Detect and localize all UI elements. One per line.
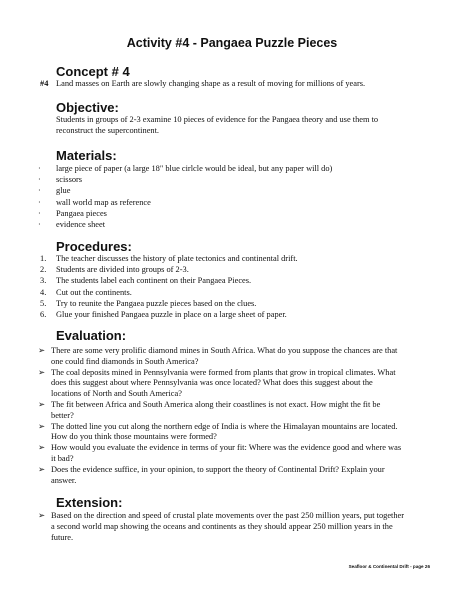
- extension-arrow: ➢: [38, 511, 46, 520]
- arrow-bullet-icon: ➢: [38, 400, 46, 409]
- page-footer: Seafloor & Continental Drift - page 26: [348, 564, 430, 569]
- concept-text: Land masses on Earth are slowly changing shape as a result of moving for millions of years.: [56, 79, 366, 88]
- procedure-item: The students label each continent on their Pangaea Pieces.: [56, 276, 252, 286]
- bullet-icon: ·: [38, 175, 41, 185]
- procedure-number: 6.: [40, 310, 47, 319]
- evaluation-question-line: Does the evidence suffice, in your opinion, to support the theory of Continental Drift? Explain your: [51, 464, 385, 474]
- procedure-item: Glue your finished Pangaea puzzle in place on a large sheet of paper.: [56, 310, 287, 319]
- evaluation-question-line: locations of North and South America?: [51, 389, 182, 399]
- procedure-number: 2.: [40, 265, 47, 275]
- objective-heading: Objective:: [56, 100, 119, 115]
- extension-line: Based on the direction and speed of crustal plate movements over the past 250 million years, put together: [51, 511, 405, 520]
- arrow-bullet-icon: ➢: [38, 464, 46, 474]
- extension-heading: Extension:: [56, 495, 123, 510]
- objective-line: reconstruct the supercontinent.: [56, 126, 160, 135]
- evaluation-question-line: does this suggest about where Pennsylvania was once located? What does this suggest about the: [51, 378, 373, 388]
- bullet-icon: ·: [38, 208, 41, 218]
- evaluation-question-line: it bad?: [51, 454, 74, 463]
- materials-item: scissors: [56, 175, 83, 185]
- page-title: Activity #4 - Pangaea Puzzle Pieces: [126, 36, 338, 50]
- evaluation-question-line: The coal deposits mined in Pennsylvania were formed from plants that grow in tropical climates. What: [51, 367, 396, 377]
- arrow-bullet-icon: ➢: [38, 421, 46, 431]
- procedure-number: 4.: [40, 287, 47, 297]
- evaluation-question-line: answer.: [51, 475, 77, 485]
- evaluation-question-line: There are some very prolific diamond mines in South Africa. What do you suppose the chances are that: [51, 346, 398, 355]
- bullet-icon: ·: [38, 197, 41, 207]
- materials-item: evidence sheet: [56, 220, 106, 229]
- concept-heading: Concept # 4: [56, 64, 130, 79]
- materials-item: Pangaea pieces: [56, 208, 107, 218]
- extension-line: future.: [51, 533, 74, 542]
- arrow-bullet-icon: ➢: [38, 367, 46, 377]
- bullet-icon: ·: [38, 186, 41, 196]
- evaluation-heading: Evaluation:: [56, 328, 127, 343]
- evaluation-question-line: How do you think those mountains were formed?: [51, 432, 217, 442]
- evaluation-question-line: better?: [51, 410, 74, 420]
- procedure-item: Try to reunite the Pangaea puzzle pieces based on the clues.: [56, 298, 257, 308]
- materials-item: glue: [56, 186, 71, 196]
- procedures-heading: Procedures:: [56, 239, 132, 254]
- bullet-icon: ·: [38, 220, 41, 229]
- objective-line: Students in groups of 2-3 examine 10 pieces of evidence for the Pangaea theory and use them to: [56, 115, 379, 124]
- arrow-bullet-icon: ➢: [38, 346, 46, 355]
- bullet-icon: ·: [38, 164, 41, 173]
- evaluation-question-line: How would you evaluate the evidence in terms of your fit: Where was the evidence good and where was: [51, 443, 402, 453]
- arrow-bullet-icon: ➢: [38, 443, 46, 453]
- procedure-number: 5.: [40, 298, 47, 308]
- procedure-number: 1.: [40, 254, 47, 263]
- evaluation-question-line: The fit between Africa and South America along their coastlines is not exact. How might the fit be: [51, 400, 381, 409]
- materials-item: wall world map as reference: [56, 197, 151, 207]
- procedure-item: Cut out the continents.: [56, 287, 132, 297]
- procedure-item: The teacher discusses the history of plate tectonics and continental drift.: [56, 254, 298, 263]
- concept-label: #4: [40, 79, 49, 88]
- procedure-item: Students are divided into groups of 2-3.: [56, 265, 189, 275]
- materials-heading: Materials:: [56, 148, 117, 163]
- extension-line: a second world map showing the oceans and continents as they should appear 250 million years in the: [51, 522, 393, 531]
- evaluation-question-line: one could find diamonds in South America?: [51, 356, 199, 366]
- procedure-number: 3.: [40, 276, 47, 286]
- materials-item: large piece of paper (a large 18" blue cirlcle would be ideal, but any paper will do): [56, 164, 333, 173]
- evaluation-question-line: The dotted line you cut along the northern edge of India is where the Himalayan mountains are located.: [51, 421, 398, 431]
